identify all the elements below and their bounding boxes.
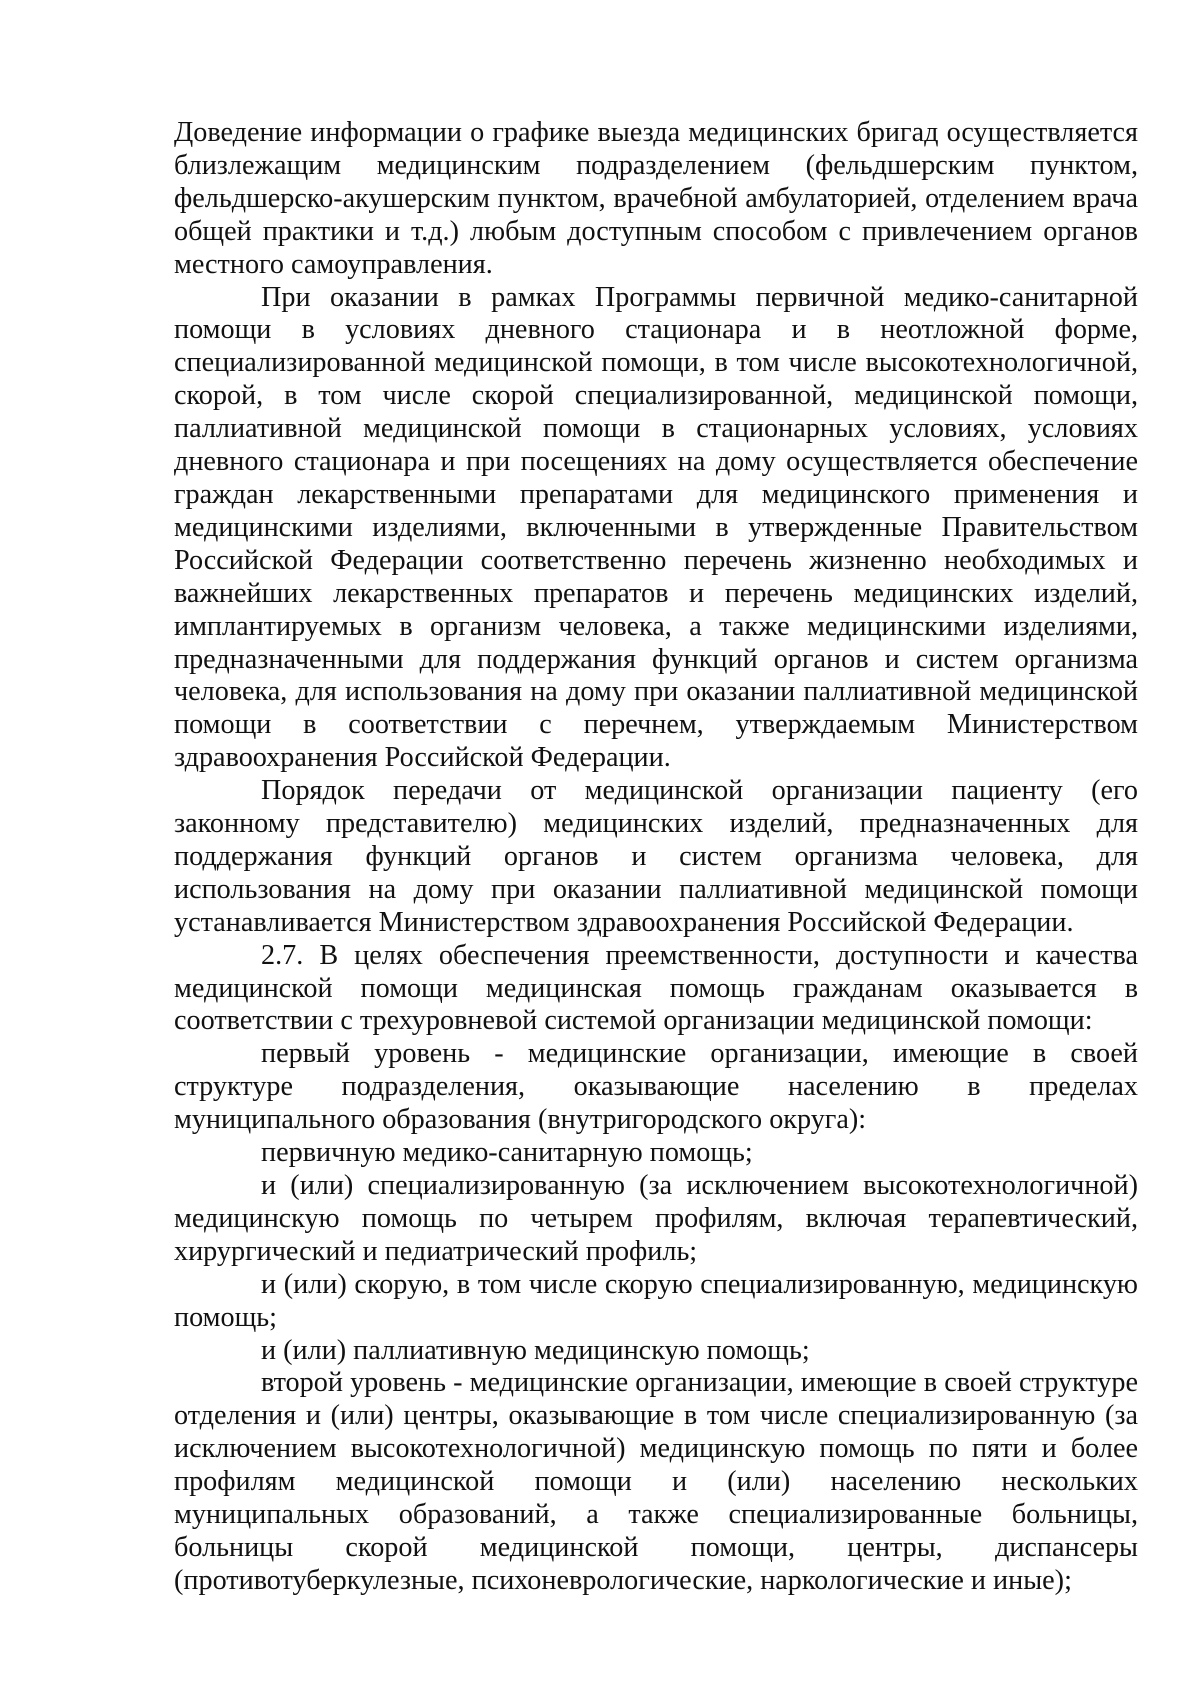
paragraph-schedule-info: Доведение информации о графике выезда медицинских бригад осуществляется близлежащим медицинским подразделением (фельдшерским пунктом, фельдшерско-акушерским пунктом, врачебной амбулаторией, отделением врача общей практики и т.д.) любым доступным способом с привлечением органов местного самоуправления.: [174, 117, 1138, 280]
paragraph-drug-provision: При оказании в рамках Программы первичной медико-санитарной помощи в условиях дневного стационара и в неотложной форме, специализированной медицинской помощи, в том числе высокотехнологичной, скорой, в том числе скорой специализированной, медицинской помощи, паллиативной медицинской помощи в стационарных условиях, условиях дневного стационара и при посещениях на дому осуществляется обеспечение граждан лекарственными препаратами для медицинского применения и медицинскими изделиями, включенными в утвержденные Правительством Российской Федерации соответственно перечень жизненно необходимых и важнейших лекарственных препаратов и перечень медицинских изделий, имплантируемых в организм человека, а также медицинскими изделиями, предназначенными для поддержания функций органов и систем организма человека, для использования на дому при оказании паллиативной медицинской помощи в соответствии с перечнем, утверждаемым Министерством здравоохранения Российской Федерации.: [174, 281, 1138, 774]
paragraph-first-level: первый уровень - медицинские организации, имеющие в своей структуре подразделения, оказывающие населению в пределах муниципального образования (внутригородского округа):: [174, 1038, 1138, 1136]
paragraph-emergency-care: и (или) скорую, в том числе скорую специализированную, медицинскую помощь;: [174, 1268, 1138, 1333]
document-body: [174, 117, 1138, 1598]
paragraph-primary-care: первичную медико-санитарную помощь;: [261, 1137, 753, 1169]
paragraph-section-2-7: 2.7. В целях обеспечения преемственности, доступности и качества медицинской помощи медицинская помощь гражданам оказывается в соответствии с трехуровневой системой организации медицинской помощи:: [174, 939, 1138, 1037]
paragraph-specialized-care: и (или) специализированную (за исключением высокотехнологичной) медицинскую помощь по четырем профилям, включая терапевтический, хирургический и педиатрический профиль;: [174, 1170, 1138, 1267]
paragraph-second-level: второй уровень - медицинские организации, имеющие в своей структуре отделения и (или) центры, оказывающие в том числе специализированную (за исключением высокотехнологичной) медицинскую помощь по пяти и более профилям медицинской помощи и (или) населению нескольких муниципальных образований, а также специализированные больницы, больницы скорой медицинской помощи, центры, диспансеры (противотуберкулезные, психоневрологические, наркологические и иные);: [174, 1367, 1138, 1596]
paragraph-palliative-care: и (или) паллиативную медицинскую помощь;: [261, 1334, 810, 1366]
paragraph-device-transfer: Порядок передачи от медицинской организации пациенту (его законному представителю) медицинских изделий, предназначенных для поддержания функций органов и систем организма человека, для использования на дому при оказании паллиативной медицинской помощи устанавливается Министерством здравоохранения Российской Федерации.: [174, 775, 1138, 938]
